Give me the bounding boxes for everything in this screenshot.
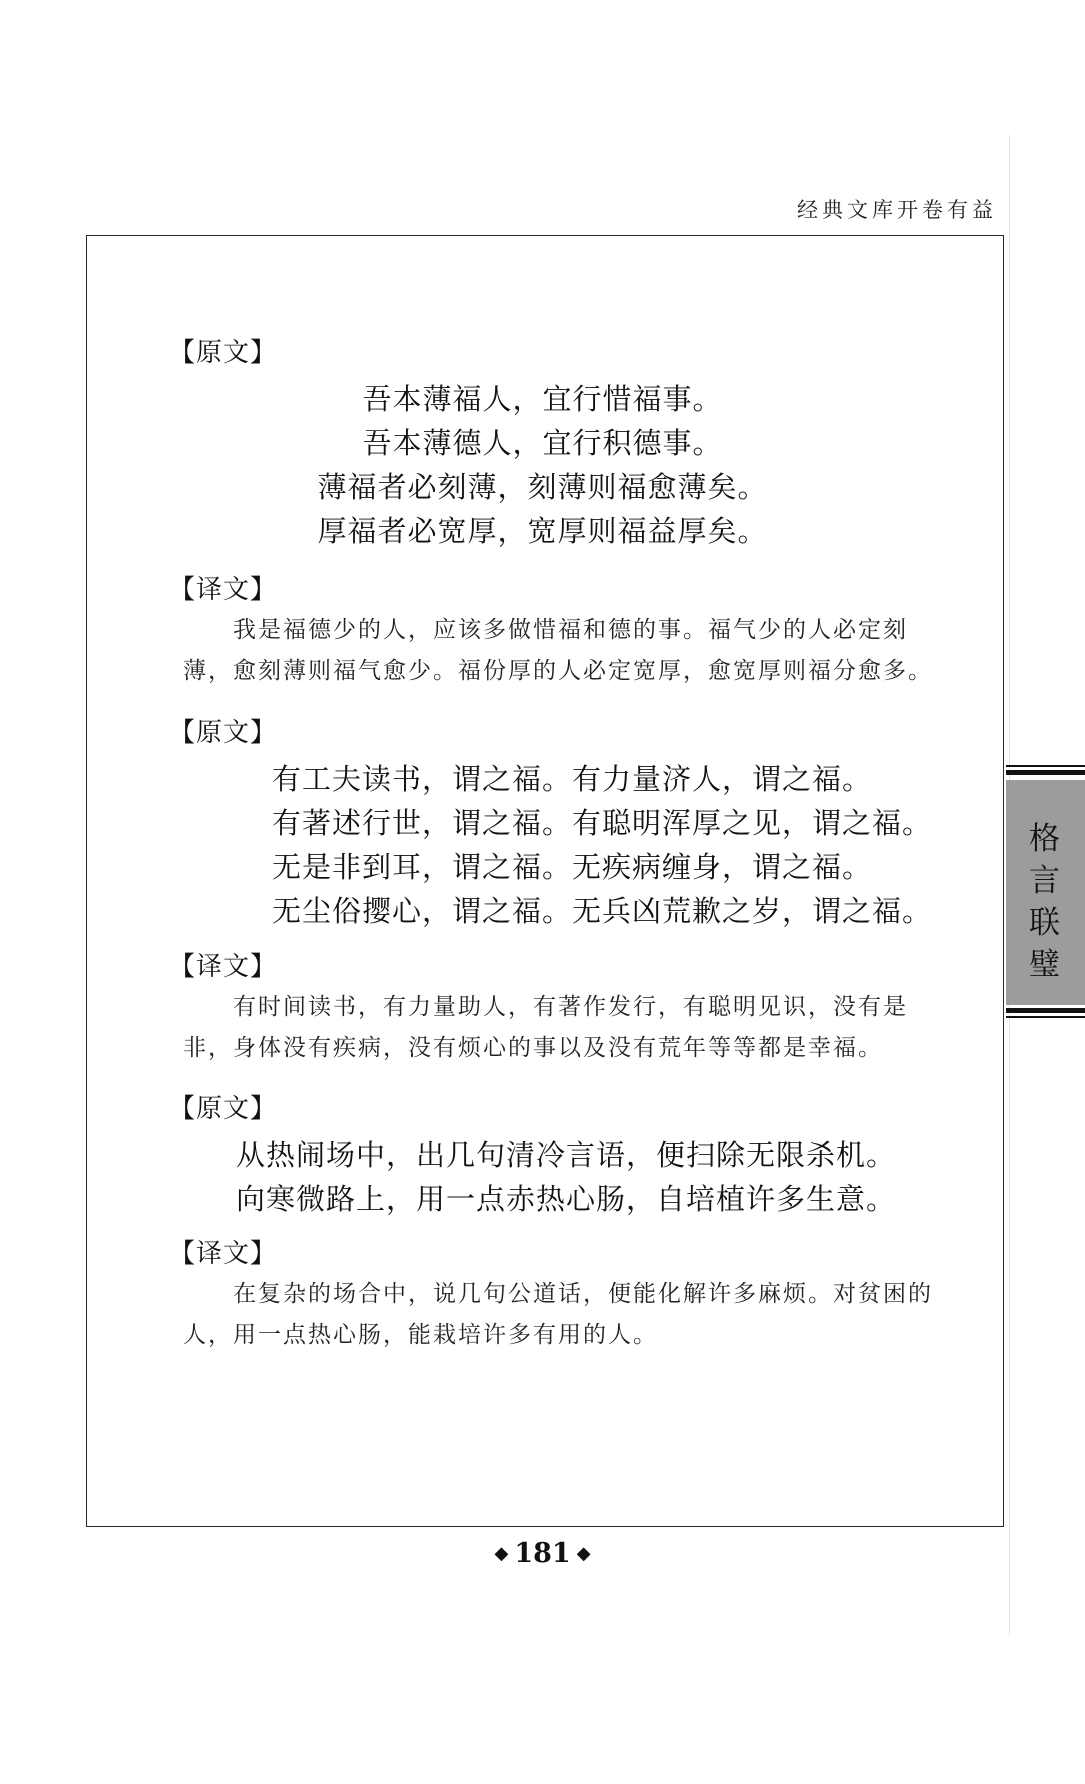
verse-line: 吾本薄福人，宜行惜福事。 (362, 382, 723, 416)
verse-line: 薄福者必刻薄，刻薄则福愈薄矣。 (317, 470, 768, 504)
verse-line: 无是非到耳，谓之福。无疾病缠身，谓之福。 (272, 850, 873, 884)
side-tab-char: 联 (1029, 905, 1062, 941)
side-tab-rule-bottom (1006, 1008, 1085, 1020)
section-label-translation-1: 【译文】 (169, 575, 278, 605)
translation-paragraph: 在复杂的场合中，说几句公道话，便能化解许多麻烦。对贫困的人，用一点热心肠，能栽培许多有用的人。 (183, 1281, 933, 1348)
section-label-original-1: 【原文】 (169, 338, 278, 368)
translation-paragraph: 有时间读书，有力量助人，有著作发行，有聪明见识，没有是非，身体没有疾病，没有烦心的事以及没有荒年等等都是幸福。 (183, 994, 908, 1061)
diamond-ornament-icon: ◆ (576, 1543, 591, 1564)
page-number-value: 181 (514, 1538, 571, 1569)
verse-line: 无尘俗撄心，谓之福。无兵凶荒歉之岁，谓之福。 (272, 894, 933, 928)
section-label-original-2: 【原文】 (169, 718, 278, 748)
verse-line: 有著述行世，谓之福。有聪明浑厚之见，谓之福。 (272, 806, 933, 840)
verse-line: 厚福者必宽厚，宽厚则福益厚矣。 (317, 514, 768, 548)
page-number (0, 1538, 1085, 1569)
section-label-translation-3: 【译文】 (169, 1239, 278, 1269)
verse-line: 有工夫读书，谓之福。有力量济人，谓之福。 (272, 762, 873, 796)
section-label-original-3: 【原文】 (169, 1094, 278, 1124)
side-tab-title (1006, 818, 1085, 986)
verse-line: 从热闹场中，出几句清冷言语，便扫除无限杀机。 (236, 1138, 897, 1172)
side-tab-rule-top (1006, 765, 1085, 777)
running-header: 经典文库开卷有益 (797, 198, 997, 222)
side-tab-char: 格 (1029, 821, 1062, 857)
translation-paragraph: 我是福德少的人，应该多做惜福和德的事。福气少的人必定刻薄，愈刻薄则福气愈少。福份厚的人必定宽厚，愈宽厚则福分愈多。 (183, 617, 933, 684)
side-tab-char: 璧 (1029, 947, 1062, 983)
side-tab (1006, 780, 1085, 1005)
side-tab-char: 言 (1029, 863, 1062, 899)
diamond-ornament-icon: ◆ (494, 1543, 509, 1564)
verse-line: 吾本薄德人，宜行积德事。 (362, 426, 723, 460)
verse-line: 向寒微路上，用一点赤热心肠，自培植许多生意。 (236, 1182, 897, 1216)
section-label-translation-2: 【译文】 (169, 952, 278, 982)
